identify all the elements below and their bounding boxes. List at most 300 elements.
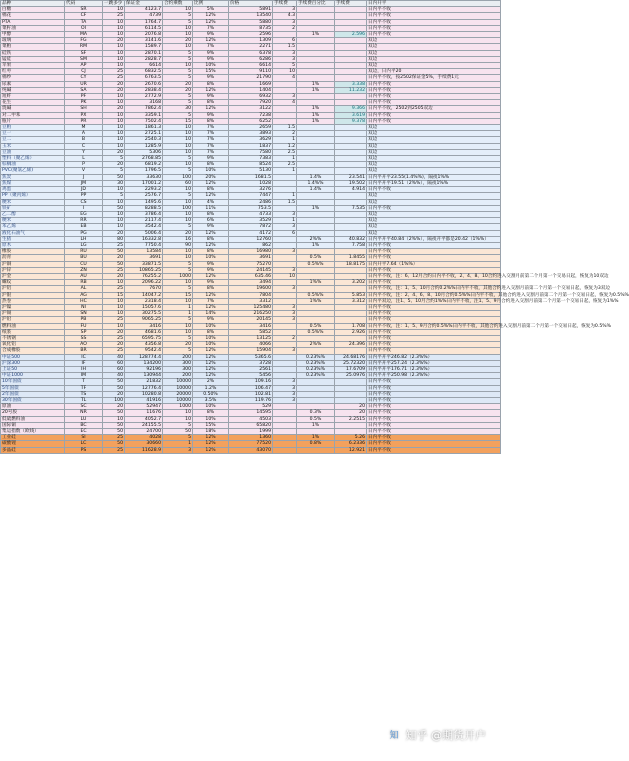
table-cell: 1%: [297, 422, 335, 428]
table-cell: 7670: [125, 286, 163, 292]
table-cell: 2870.1: [125, 50, 163, 56]
table-cell: 日内平不收: [367, 404, 501, 410]
table-cell: 4739: [125, 13, 163, 19]
table-cell: 5.853: [335, 292, 367, 298]
table-cell: 低硫燃料油: [1, 416, 65, 422]
table-cell: CS: [65, 199, 103, 205]
table-cell: 3: [273, 50, 297, 56]
table-cell: 635.46: [229, 273, 273, 279]
table-cell: 5: [163, 50, 193, 56]
table-cell: 3: [273, 56, 297, 62]
table-cell: 20145: [229, 317, 273, 323]
table-cell: 5880: [229, 19, 273, 25]
table-cell: 10: [163, 25, 193, 31]
table-cell: AU: [65, 273, 103, 279]
table-cell: 12%: [193, 19, 229, 25]
table-cell: 9.366: [335, 106, 367, 112]
table-cell: 日内平不收: [367, 19, 501, 25]
table-cell: 7920: [229, 100, 273, 106]
table-cell: 1837: [229, 143, 273, 149]
table-cell: 65820: [229, 422, 273, 428]
table-cell: 3168: [125, 100, 163, 106]
table-cell: 10: [163, 32, 193, 38]
table-cell: 50: [103, 422, 125, 428]
table-cell: 10: [103, 199, 125, 205]
column-header: 保证金: [125, 1, 163, 7]
table-cell: 20: [335, 404, 367, 410]
table-cell: 多晶硅: [1, 447, 65, 453]
table-cell: 8%: [193, 211, 229, 217]
table-cell: 76255.2: [125, 273, 163, 279]
table-cell: 日内平不收，2502到2505双边: [367, 106, 501, 112]
table-cell: 100: [163, 205, 193, 211]
table-cell: 80: [103, 236, 125, 242]
table-cell: 106.47: [229, 385, 273, 391]
table-cell: 1861.3: [125, 125, 163, 131]
table-cell: 10年国债: [1, 379, 65, 385]
table-cell: 1309: [229, 38, 273, 44]
table-cell: 2076.8: [125, 32, 163, 38]
table-cell: 50: [103, 174, 125, 180]
table-cell: 日内平不收: [367, 94, 501, 100]
table-cell: 4681.6: [125, 329, 163, 335]
table-cell: P: [65, 162, 103, 168]
table-cell: 10: [103, 298, 125, 304]
table-cell: 50: [103, 385, 125, 391]
table-cell: L: [65, 156, 103, 162]
table-cell: 25.0976: [335, 373, 367, 379]
table-cell: 日内平不收: [367, 398, 501, 404]
table-cell: 4503: [229, 416, 273, 422]
table-cell: TS: [65, 391, 103, 397]
table-cell: 日内平不收: [367, 32, 501, 38]
table-cell: 3: [273, 224, 297, 230]
table-cell: 3: [273, 249, 297, 255]
table-cell: 17001.2: [125, 180, 163, 186]
table-cell: 20: [163, 81, 193, 87]
table-cell: 10: [163, 218, 193, 224]
table-cell: 3: [273, 7, 297, 13]
table-cell: 沪锡: [1, 311, 65, 317]
table-cell: 日内平不收: [367, 317, 501, 323]
table-cell: 200: [163, 373, 193, 379]
table-cell: 2年国债: [1, 391, 65, 397]
table-cell: 20: [103, 391, 125, 397]
table-cell: 10: [103, 112, 125, 118]
table-cell: 6: [273, 38, 297, 44]
table-cell: SS: [65, 335, 103, 341]
table-cell: 液化石油气: [1, 230, 65, 236]
table-cell: 6%: [193, 218, 229, 224]
table-cell: 0.5%: [297, 323, 335, 329]
table-cell: 33630: [125, 174, 163, 180]
table-cell: 7%: [193, 44, 229, 50]
table-cell: 纯碱: [1, 87, 65, 93]
table-cell: 40: [103, 373, 125, 379]
table-cell: IH: [65, 366, 103, 372]
table-cell: 12%: [193, 304, 229, 310]
table-cell: BC: [65, 422, 103, 428]
table-cell: 2561: [229, 366, 273, 372]
table-cell: 日内平不收: [367, 410, 501, 416]
table-cell: 300: [163, 366, 193, 372]
table-cell: PP（聚丙烯）: [1, 193, 65, 199]
table-cell: 30年国债: [1, 398, 65, 404]
table-cell: 2318.4: [125, 298, 163, 304]
table-cell: 1.8455: [335, 255, 367, 261]
table-cell: LH: [65, 236, 103, 242]
table-cell: 日内平不收: [367, 342, 501, 348]
table-cell: 24700: [125, 429, 163, 435]
table-cell: 19.502: [335, 180, 367, 186]
table-cell: 10: [103, 218, 125, 224]
table-cell: 60: [103, 366, 125, 372]
table-cell: 双边: [367, 143, 501, 149]
table-cell: 12%: [193, 366, 229, 372]
table-cell: 9%: [193, 156, 229, 162]
table-cell: 13540: [229, 13, 273, 19]
table-cell: EG: [65, 211, 103, 217]
table-cell: 日内平不收: [367, 267, 501, 273]
table-cell: 9065.25: [125, 317, 163, 323]
table-cell: IC: [65, 354, 103, 360]
table-cell: 52947: [125, 404, 163, 410]
table-cell: 日内平双边，注1、5、10月合约1%%日内平不收，注1、5、9月合约进入交割月前第二个月第一个交易日起，恢复为1%%: [368, 298, 619, 304]
table-cell: 4.3: [273, 13, 297, 19]
table-cell: 合成橡胶: [1, 348, 65, 354]
table-cell: 10: [103, 118, 125, 124]
table-cell: 4%: [193, 199, 229, 205]
table-cell: 12%: [193, 435, 229, 441]
table-cell: V: [65, 168, 103, 174]
table-cell: 20: [103, 106, 125, 112]
column-header: 比例: [193, 1, 229, 7]
table-cell: 9%: [193, 280, 229, 286]
table-cell: 5: [103, 193, 125, 199]
table-cell: 铁矿: [1, 205, 65, 211]
table-cell: 国际铜: [1, 422, 65, 428]
table-cell: M: [65, 125, 103, 131]
table-cell: 25: [103, 348, 125, 354]
table-cell: 1: [273, 156, 297, 162]
table-cell: 2.596: [335, 32, 367, 38]
table-cell: 5%: [193, 7, 229, 13]
table-cell: 8524: [229, 162, 273, 168]
table-cell: 原油: [1, 404, 65, 410]
table-cell: 1669: [229, 81, 273, 87]
table-cell: 2768.85: [125, 156, 163, 162]
column-header: 一跳多少: [103, 1, 125, 7]
table-cell: 30660: [125, 441, 163, 447]
table-cell: 10865.25: [125, 267, 163, 273]
table-cell: 7750.4: [125, 242, 163, 248]
table-cell: 20: [163, 342, 193, 348]
table-cell: 3: [273, 94, 297, 100]
table-cell: CF: [65, 13, 103, 19]
table-cell: 花生: [1, 100, 65, 106]
table-cell: 7%: [193, 298, 229, 304]
table-cell: 日内平不收: [367, 379, 501, 385]
table-cell: JM: [65, 180, 103, 186]
table-cell: 5: [163, 112, 193, 118]
table-cell: 14%: [193, 311, 229, 317]
table-cell: BU: [65, 255, 103, 261]
table-cell: 6832.5: [125, 69, 163, 75]
table-cell: 10: [163, 298, 193, 304]
table-cell: 20号胶: [1, 410, 65, 416]
table-cell: 中证500: [1, 354, 65, 360]
table-cell: 双边: [367, 50, 501, 56]
table-cell: 沪铅: [1, 317, 65, 323]
table-cell: 3.619: [335, 112, 367, 118]
table-cell: 锰硅: [1, 56, 65, 62]
column-header: 手续费: [273, 1, 297, 7]
table-cell: 3786.4: [125, 211, 163, 217]
table-cell: 日内平不收: [367, 441, 501, 447]
table-cell: 128774.4: [125, 354, 163, 360]
table-cell: 工业硅: [1, 435, 65, 441]
table-cell: SC: [65, 404, 103, 410]
table-cell: SP: [65, 329, 103, 335]
table-cell: 0.3%: [297, 410, 335, 416]
table-cell: 3.338: [335, 81, 367, 87]
table-cell: 1%%: [297, 280, 335, 286]
table-cell: 15057.6: [125, 304, 163, 310]
table-cell: 3: [273, 391, 297, 397]
table-cell: 200: [163, 354, 193, 360]
table-cell: 2.2515: [335, 416, 367, 422]
table-cell: 5: [163, 94, 193, 100]
table-cell: 4123.7: [125, 7, 163, 13]
table-cell: 5: [163, 100, 193, 106]
table-cell: 10: [163, 410, 193, 416]
table-cell: 3276: [229, 187, 273, 193]
table-cell: 豆粕: [1, 125, 65, 131]
table-cell: 双边: [367, 137, 501, 143]
table-cell: 3: [273, 348, 297, 354]
table-cell: 3: [273, 317, 297, 323]
table-cell: 日内平不收: [367, 435, 501, 441]
table-cell: 2%: [193, 379, 229, 385]
table-cell: 4733: [229, 211, 273, 217]
table-cell: 6932: [229, 94, 273, 100]
table-cell: 日内平不收: [367, 416, 501, 422]
table-cell: 25: [103, 435, 125, 441]
table-cell: 日内平不收: [367, 87, 501, 93]
table-cell: 24.396: [335, 342, 367, 348]
table-cell: 上证50: [1, 366, 65, 372]
table-cell: 5: [163, 335, 193, 341]
table-cell: 尿素: [1, 81, 65, 87]
table-cell: 2670.6: [125, 81, 163, 87]
table-cell: 10: [273, 69, 297, 75]
table-cell: SM: [65, 56, 103, 62]
table-cell: 19600: [229, 286, 273, 292]
table-cell: 30: [163, 106, 193, 112]
table-cell: TA: [65, 19, 103, 25]
table-cell: 10%: [193, 416, 229, 422]
table-cell: 7.535: [335, 205, 367, 211]
table-cell: TL: [65, 398, 103, 404]
table-cell: 双边: [367, 162, 501, 168]
table-cell: 9.378: [335, 118, 367, 124]
table-cell: 2828.7: [125, 56, 163, 62]
table-cell: 2486: [229, 199, 273, 205]
table-cell: 10: [163, 44, 193, 50]
table-cell: 9%: [193, 317, 229, 323]
table-cell: 沪镍: [1, 304, 65, 310]
table-cell: 7862.4: [125, 106, 163, 112]
table-cell: 螺纹: [1, 280, 65, 286]
table-cell: 5: [163, 156, 193, 162]
table-cell: 2.5: [273, 149, 297, 155]
table-cell: 2576.7: [125, 193, 163, 199]
table-cell: 20: [103, 255, 125, 261]
table-cell: 7%: [193, 137, 229, 143]
table-cell: AP: [65, 63, 103, 69]
table-cell: HC: [65, 298, 103, 304]
table-cell: 日内平不收: [367, 112, 501, 118]
table-cell: 6114.5: [125, 25, 163, 31]
table-cell: 20: [103, 230, 125, 236]
table-cell: 25: [103, 242, 125, 248]
table-cell: 20: [103, 404, 125, 410]
table-cell: 11676: [125, 410, 163, 416]
table-cell: 7%: [193, 25, 229, 31]
table-cell: 4172: [229, 230, 273, 236]
table-cell: 中证1000: [1, 373, 65, 379]
table-cell: 双边: [367, 63, 501, 69]
table-cell: 1285.9: [125, 143, 163, 149]
column-header: 品种: [1, 1, 65, 7]
table-cell: 3: [273, 398, 297, 404]
table-cell: 8%: [193, 286, 229, 292]
zhihu-icon: 知: [389, 731, 399, 741]
table-cell: 1: [163, 311, 193, 317]
table-cell: 50: [103, 379, 125, 385]
table-cell: 9%: [193, 112, 229, 118]
table-cell: 1.4%%: [297, 180, 335, 186]
table-cell: 1: [273, 168, 297, 174]
table-cell: 6.2336: [335, 441, 367, 447]
table-cell: 109.16: [229, 379, 273, 385]
table-cell: 日内平开平257.24（2.3%%）: [367, 360, 501, 366]
table-cell: CU: [65, 261, 103, 267]
table-cell: 75270: [229, 261, 273, 267]
table-cell: 1.2%: [193, 385, 229, 391]
table-cell: 60: [103, 360, 125, 366]
table-cell: 100: [163, 174, 193, 180]
table-cell: 日内平不收: [367, 25, 501, 31]
table-cell: ZN: [65, 267, 103, 273]
table-cell: 短纤: [1, 94, 65, 100]
table-cell: 7238: [229, 112, 273, 118]
table-cell: 1495.6: [125, 199, 163, 205]
table-cell: 1%%: [297, 298, 335, 304]
table-cell: 日内平不收: [367, 280, 501, 286]
table-cell: 1.2: [273, 143, 297, 149]
table-cell: 12%: [193, 13, 229, 19]
table-cell: 双边: [367, 156, 501, 162]
table-cell: 11628.9: [125, 447, 163, 453]
table-cell: 日内平不收: [367, 205, 501, 211]
table-cell: AL: [65, 286, 103, 292]
table-cell: 3: [273, 311, 297, 317]
table-cell: 沪锌: [1, 267, 65, 273]
table-cell: 2271: [229, 44, 273, 50]
table-cell: 10: [163, 280, 193, 286]
table-cell: 原木: [1, 242, 65, 248]
table-cell: 15904: [229, 348, 273, 354]
table-cell: 1.5: [273, 199, 297, 205]
table-cell: 60: [163, 180, 193, 186]
table-cell: 1%: [297, 112, 335, 118]
table-cell: 21832: [125, 379, 163, 385]
table-cell: SN: [65, 311, 103, 317]
table-cell: 日内平不收: [367, 311, 501, 317]
table-cell: 1681.5: [229, 174, 273, 180]
table-cell: 1%: [297, 118, 335, 124]
table-cell: 10: [103, 50, 125, 56]
table-cell: 日内平不收，注：1、5、9月合约0.5%%日内平不收，其他合约进入交割月前第二个月第一个交易日起，恢复为0.5%%: [368, 323, 611, 329]
table-cell: PP: [65, 193, 103, 199]
table-cell: 17.6709: [335, 366, 367, 372]
table-cell: 菜粕: [1, 44, 65, 50]
table-cell: 豆一: [1, 131, 65, 137]
table-cell: 5: [103, 168, 125, 174]
table-cell: FG: [65, 38, 103, 44]
table-cell: 12760: [229, 236, 273, 242]
table-cell: 双边: [367, 149, 501, 155]
table-cell: AG: [65, 292, 103, 298]
table-cell: 7872: [229, 224, 273, 230]
table-cell: 3141.6: [125, 38, 163, 44]
table-cell: 12%: [193, 348, 229, 354]
table-cell: 3529: [229, 218, 273, 224]
table-cell: 2%%: [297, 342, 335, 348]
table-cell: 双边: [367, 224, 501, 230]
table-cell: 13584: [125, 249, 163, 255]
table-cell: BR: [65, 348, 103, 354]
table-cell: 3.312: [335, 298, 367, 304]
table-cell: 30: [103, 180, 125, 186]
table-cell: 10: [103, 44, 125, 50]
table-cell: 50: [103, 429, 125, 435]
column-header: 代码: [65, 1, 103, 7]
table-cell: 8%: [193, 162, 229, 168]
table-cell: 10000: [163, 398, 193, 404]
table-cell: 双边，日内平20: [367, 69, 501, 75]
table-cell: 日内平开平246.82（2.3%%）: [367, 354, 501, 360]
table-cell: 对二甲苯: [1, 112, 65, 118]
table-cell: 日内平不收: [367, 348, 501, 354]
table-cell: IF: [65, 360, 103, 366]
table-cell: 1%: [297, 81, 335, 87]
table-cell: 753.5: [229, 205, 273, 211]
table-cell: 6819.2: [125, 162, 163, 168]
table-cell: 134200: [125, 360, 163, 366]
table-cell: 日内平开平19.51（2%%），隔夜1%%: [367, 180, 501, 186]
table-cell: 3: [273, 286, 297, 292]
column-header: 手续费百分比: [297, 1, 335, 7]
table-cell: 10%: [193, 323, 229, 329]
table-cell: 16: [163, 236, 193, 242]
table-cell: RR: [65, 218, 103, 224]
table-cell: 日内平不收: [367, 304, 501, 310]
table-cell: 20: [103, 81, 125, 87]
table-cell: 9%: [193, 94, 229, 100]
table-cell: 塑料（聚乙烯）: [1, 156, 65, 162]
